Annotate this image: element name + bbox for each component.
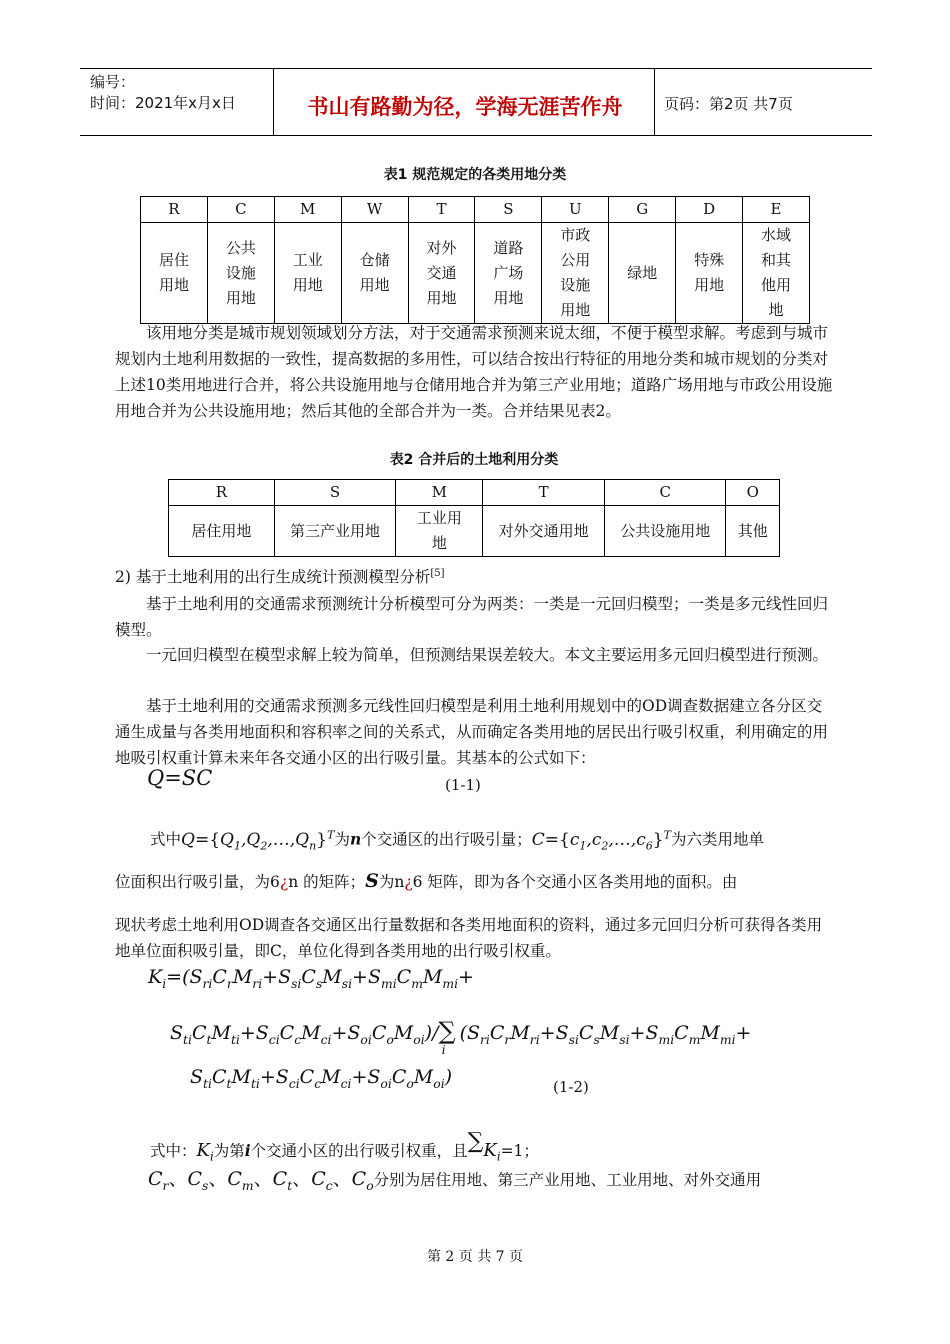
page-footer: 第 2 页 共 7 页: [426, 1249, 524, 1265]
where1-n: n: [349, 829, 362, 849]
where2-desc: 个交通小区的出行吸引权重，且: [250, 1142, 468, 1160]
table2-code-cell-5: O: [726, 480, 780, 506]
where2-desc2: 分别为居住用地、第三产业用地、工业用地、对外交通用: [373, 1171, 762, 1189]
table1-code-cell-7: G: [609, 197, 676, 223]
table2: [168, 479, 780, 557]
where-clause-1-line3: 现状考虑土地利用OD调查各交通区出行量数据和各类用地面积的资料，通过多元回归分析可获得各类用地单位面积吸引量，即C，单位化得到各类用地的出行吸引权重。: [115, 916, 823, 960]
table1-name-cell-9: 水域 和其 他用 地: [743, 223, 810, 324]
header-time-label: 时间：2021年x月x日: [90, 94, 236, 112]
table1: [140, 196, 810, 324]
equation-1: Q=SC: [147, 766, 213, 790]
table2-name-cell-3: 对外交通用地: [483, 506, 605, 557]
paragraph-multiple-regression: 基于土地利用的交通需求预测多元线性回归模型是利用土地利用规划中的OD调查数据建立各分区交通生成量与各类用地面积和容积率之间的关系式，从而确定各类用地的居民出行吸引权重，利用确定的用地吸引权重计算未来年各交通小区的出行吸引量。其基本的公式如下：: [115, 697, 829, 767]
section2-title-text: 2) 基于土地利用的出行生成统计预测模型分析: [115, 568, 431, 587]
table1-code-cell-0: R: [141, 197, 208, 223]
table1-caption: 表1 规范规定的各类用地分类: [383, 167, 567, 183]
where1-desc2: 为六类用地单: [670, 830, 764, 849]
table2-name-cell-4: 公共设施用地: [604, 506, 726, 557]
table2-name-cell-5: 其他: [726, 506, 780, 557]
table1-code-cell-2: M: [274, 197, 341, 223]
where1-line2d: 为n: [378, 873, 405, 891]
table2-code-cell-4: C: [604, 480, 726, 506]
table1-name-cell-0: 居住 用地: [141, 223, 208, 324]
c-vector-formula: $C=\{c_1,c_2,\dots,c_6\}^T$: [531, 828, 671, 853]
where1-line2c: n 的矩阵；: [288, 873, 366, 891]
table1-code-cell-9: E: [743, 197, 810, 223]
section2-title: [115, 561, 837, 590]
table1-name-cell-3: 仓储 用地: [341, 223, 408, 324]
where2-eq1: =1；: [500, 1142, 539, 1160]
table1-name-cell-4: 对外 交通 用地: [408, 223, 475, 324]
equation-1-number: (1-1): [445, 776, 481, 794]
equation-2-line3: $S_{ti}C_tM_{ti}+S_{ci}C_cM_{ci}+S_{oi}C_oM_{oi}$): [190, 1066, 453, 1091]
where-clause-1-line2: [115, 868, 845, 895]
table2-code-cell-0: R: [169, 480, 275, 506]
header-divider-right: [654, 68, 655, 136]
table1-name-cell-5: 道路 广场 用地: [475, 223, 542, 324]
where1-wei: 为: [334, 830, 350, 849]
equation-2-number: (1-2): [553, 1078, 589, 1096]
where1-desc: 个交通区的出行吸引量；: [361, 830, 532, 849]
where2-prefix: 式中：: [150, 1142, 197, 1160]
table2-code-cell-1: S: [274, 480, 396, 506]
k-i-symbol: $K_i$: [196, 1140, 214, 1164]
table2-caption: 表2 合并后的土地利用分类: [389, 452, 559, 468]
equation-2-line2: $S_{ti}C_tM_{ti}+S_{ci}C_cM_{ci}+S_{oi}C_oM_{oi})/\sum_i(S_{ri}C_rM_{ri}+S_{si}C_sM_{si}+S_{mi}C_mM_{mi}+$: [170, 1017, 752, 1057]
c-symbols-list: $C_r$、$C_s$、$C_m$、$C_t$、$C_c$、$C_o$: [148, 1168, 374, 1193]
where2-i: i: [244, 1141, 251, 1160]
table2-code-cell-3: T: [483, 480, 605, 506]
header-page-label: 页码：第2页 共7页: [664, 95, 793, 113]
where2-wei: 为第: [213, 1142, 245, 1160]
table2-name-cell-1: 第三产业用地: [274, 506, 396, 557]
equation-2-line1: $K_i=(S_{ri}C_rM_{ri}+S_{si}C_sM_{si}+S_{mi}C_mM_{mi}+$: [148, 966, 474, 991]
where1-line2f: 6 矩阵，即为各个交通小区各类用地的面积。由: [412, 873, 738, 891]
header-top-rule: [80, 68, 872, 69]
header-bottom-rule: [80, 135, 872, 136]
header-motto: 书山有路勤为径，学海无涯苦作舟: [307, 95, 623, 119]
where-clause-2-line2: [148, 1166, 848, 1199]
where1-symbol-a: ¿: [279, 873, 289, 891]
paragraph-single-regression: 一元回归模型在模型求解上较为简单，但预测结果误差较大。本文主要运用多元回归模型进行预测。: [146, 646, 829, 664]
section2-ref: [5]: [430, 568, 445, 579]
table2-name-cell-2: 工业用 地: [396, 506, 483, 557]
table2-name-cell-0: 居住用地: [169, 506, 275, 557]
table1-name-cell-1: 公共 设施 用地: [207, 223, 274, 324]
q-vector-formula: $Q=\{Q_1,Q_2,\dots,Q_n\}^T$: [181, 828, 335, 853]
table1-name-cell-2: 工业 用地: [274, 223, 341, 324]
header-divider-left: [273, 68, 274, 136]
table1-code-cell-3: W: [341, 197, 408, 223]
where1-symbol-b: ¿: [404, 873, 413, 891]
table1-code-cell-1: C: [207, 197, 274, 223]
paragraph-land-merge: 该用地分类是城市规划领域划分方法，对于交通需求预测来说太细，不便于模型求解。考虑到与城市规划内土地利用数据的一致性，提高数据的多用性，可以结合按出行特征的用地分类和城市规划的分类对上述10类用地进行合并，将公共设施用地与仓储用地合并为第三产业用地；道路广场用地与市政公用设施用地合并为公共设施用地；然后其他的全部合并为一类。合并结果见表2。: [115, 324, 833, 420]
where-clause-1-line1: [150, 822, 850, 859]
paragraph-model-types: 基于土地利用的交通需求预测统计分析模型可分为两类：一类是一元回归模型；一类是多元线性回归模型。: [115, 595, 829, 639]
table1-code-cell-5: S: [475, 197, 542, 223]
table1-name-cell-7: 绿地: [609, 223, 676, 324]
table1-code-cell-8: D: [676, 197, 743, 223]
table2-code-cell-2: M: [396, 480, 483, 506]
table1-code-cell-6: U: [542, 197, 609, 223]
where1-prefix: 式中: [150, 830, 182, 849]
s-symbol: S: [365, 870, 379, 892]
table1-code-cell-4: T: [408, 197, 475, 223]
sum-k-formula: $\sum K_i$: [467, 1129, 501, 1164]
table1-name-cell-8: 特殊 用地: [676, 223, 743, 324]
where-clause-2-line1: [150, 1129, 850, 1170]
header-number-label: 编号：: [90, 73, 136, 91]
where1-line2a: 位面积出行吸引量，为6: [115, 873, 280, 891]
table1-name-cell-6: 市政 公用 设施 用地: [542, 223, 609, 324]
